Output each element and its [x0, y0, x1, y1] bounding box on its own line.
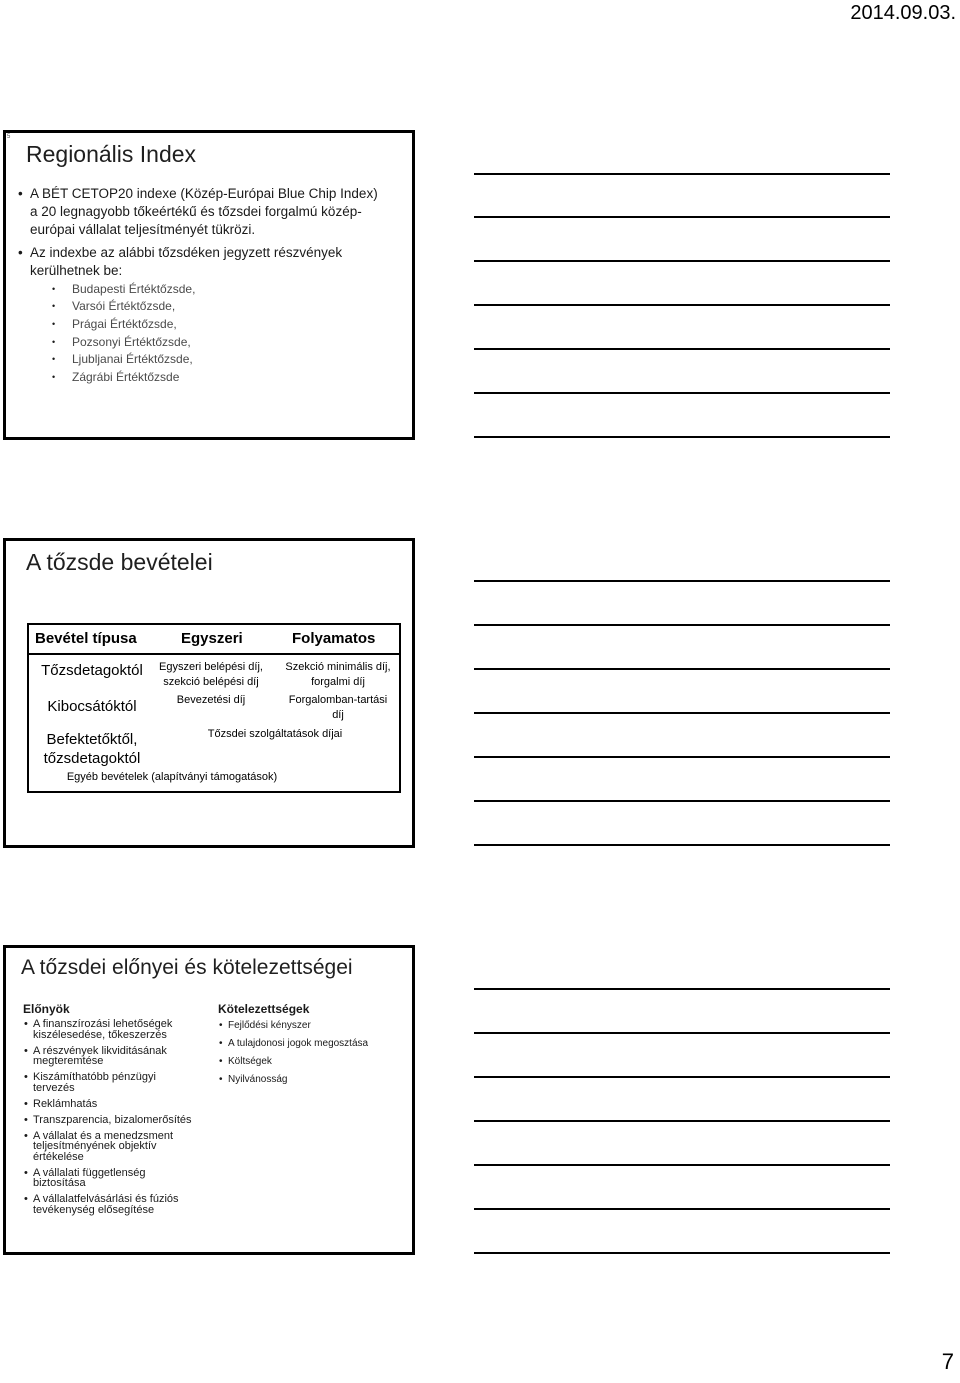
- sub-bullet-item: [52, 298, 176, 315]
- bullet-dot-icon: •: [219, 1038, 223, 1049]
- bullet-dot-icon: •: [52, 319, 56, 329]
- table-cell: [155, 660, 267, 690]
- list-item: [24, 1113, 208, 1126]
- note-line: [474, 304, 890, 306]
- table-cell: [279, 693, 397, 723]
- bullet-dot-icon: •: [18, 245, 23, 260]
- table-header: Folyamatos: [292, 630, 376, 647]
- item-line: A vállalatfelvásárlási és fúziós: [33, 1193, 179, 1205]
- table-cell: [155, 693, 267, 708]
- note-line: [474, 712, 890, 714]
- list-item: [219, 1038, 408, 1050]
- bullet-dot-icon: •: [52, 354, 56, 364]
- exchange-name: Pozsonyi Értéktőzsde,: [72, 335, 191, 349]
- list-item: [24, 1193, 208, 1216]
- note-line: [474, 348, 890, 350]
- bullet-item: [18, 185, 378, 239]
- item-line: tervezés: [33, 1081, 75, 1094]
- bullet-dot-icon: •: [24, 1129, 28, 1142]
- bullet-dot-icon: •: [219, 1074, 223, 1085]
- bullet-dot-icon: •: [24, 1166, 28, 1179]
- slide-title: A tőzsde bevételei: [26, 549, 213, 575]
- bullet-dot-icon: •: [24, 1044, 28, 1057]
- note-line: [474, 844, 890, 846]
- bullet-dot-icon: •: [24, 1113, 28, 1126]
- note-line: [474, 988, 890, 990]
- item-line: A részvények likviditásának: [33, 1044, 167, 1057]
- exchange-name: Budapesti Értéktőzsde,: [72, 282, 196, 296]
- cell-line: forgalmi díj: [311, 676, 365, 688]
- list-item: [24, 1097, 208, 1110]
- cell-line: Bevezetési díj: [176, 694, 246, 706]
- advantages-list: [24, 1018, 208, 1221]
- note-line: [474, 668, 890, 670]
- list-item: [219, 1056, 408, 1068]
- bullet-line: európai vállalat teljesítményét tükrözi.: [30, 222, 256, 237]
- note-line: [474, 1208, 890, 1210]
- sub-bullet-item: [52, 351, 193, 368]
- list-item: [219, 1020, 408, 1032]
- item-line: értékelése: [33, 1150, 84, 1163]
- note-line: [474, 436, 890, 438]
- note-line: [474, 624, 890, 626]
- note-line: [474, 1164, 890, 1166]
- advantages-heading: Előnyök: [23, 1002, 70, 1016]
- bullet-dot-icon: •: [18, 186, 23, 201]
- slide-title: A tőzsdei előnyei és kötelezettségei: [21, 956, 353, 979]
- exchange-name: Prágai Értéktőzsde,: [72, 317, 177, 331]
- list-item: [24, 1018, 208, 1041]
- table-cell: [279, 660, 397, 690]
- table-divider: [29, 653, 399, 655]
- note-line: [474, 1076, 890, 1078]
- note-line: [474, 216, 890, 218]
- row-label-line: tőzsdetagoktól: [43, 750, 141, 767]
- note-line: [474, 260, 890, 262]
- item-line: teljesítményének objektív: [33, 1140, 157, 1152]
- bullet-dot-icon: •: [52, 284, 56, 294]
- item-line: tevékenység elősegítése: [33, 1203, 155, 1216]
- header-date: 2014.09.03.: [850, 2, 956, 24]
- list-item: [24, 1071, 208, 1094]
- exchange-name: Ljubljanai Értéktőzsde,: [72, 352, 193, 366]
- item-line: A vállalati függetlenség: [33, 1166, 146, 1179]
- item-line: Költségek: [228, 1056, 272, 1067]
- item-line: Reklámhatás: [33, 1097, 98, 1110]
- item-line: biztosítása: [33, 1177, 86, 1189]
- exchange-name: Zágrábi Értéktőzsde: [72, 370, 180, 384]
- footer-row-text: Egyéb bevételek (alapítványi támogatások): [66, 771, 278, 783]
- bullet-dot-icon: •: [24, 1097, 28, 1110]
- note-line: [474, 800, 890, 802]
- cell-line: Szekció minimális díj,: [285, 661, 391, 673]
- revenue-table: [27, 623, 401, 793]
- page-number: 7: [941, 1349, 954, 1374]
- row-label: Kibocsátóktól: [47, 698, 137, 715]
- item-line: Kiszámíthatóbb pénzügyi: [33, 1071, 156, 1083]
- bullet-line: A BÉT CETOP20 indexe (Közép-Európai Blue Chip Index): [30, 186, 378, 201]
- note-line: [474, 1252, 890, 1254]
- note-line: [474, 392, 890, 394]
- bullet-dot-icon: •: [52, 372, 56, 382]
- note-line: [474, 1032, 890, 1034]
- bullet-dot-icon: •: [219, 1020, 223, 1031]
- cell-line: Egyszeri belépési díj,: [159, 661, 263, 673]
- item-line: A tulajdonosi jogok megosztása: [228, 1038, 369, 1049]
- item-line: Nyilvánosság: [228, 1074, 288, 1085]
- bullet-dot-icon: •: [24, 1193, 28, 1205]
- note-line: [474, 173, 890, 175]
- item-line: A vállalat és a menedzsment: [33, 1129, 174, 1142]
- table-header: Egyszeri: [181, 630, 243, 647]
- sub-bullet-item: [52, 316, 177, 333]
- row-label: Tőzsdetagoktól: [41, 662, 143, 679]
- item-line: Transzparencia, bizalomerősítés: [33, 1113, 192, 1126]
- list-item: [219, 1074, 408, 1086]
- sub-bullet-item: [52, 369, 180, 386]
- bullet-line: Az indexbe az alábbi tőzsdéken jegyzett részvények: [30, 245, 343, 260]
- table-cell-span: Tőzsdei szolgáltatások díjai: [207, 728, 343, 740]
- slide-title: Regionális Index: [26, 141, 197, 167]
- note-line: [474, 1120, 890, 1122]
- bullet-item: [18, 244, 343, 280]
- bullet-dot-icon: •: [24, 1071, 28, 1083]
- obligations-list: [219, 1020, 408, 1093]
- table-header: Bevétel típusa: [35, 630, 137, 647]
- list-item: [24, 1129, 208, 1163]
- sub-bullet-item: [52, 334, 191, 351]
- bullet-dot-icon: •: [219, 1056, 223, 1067]
- note-line: [474, 756, 890, 758]
- cell-line: szekció belépési díj: [163, 676, 259, 688]
- list-item: [24, 1166, 208, 1189]
- sub-bullet-item: [52, 281, 196, 298]
- bullet-line: a 20 legnagyobb tőkeértékű és tőzsdei forgalmú közép-: [30, 204, 362, 219]
- row-label: [35, 730, 149, 768]
- note-line: [474, 580, 890, 582]
- item-line: kiszélesedése, tőkeszerzés: [33, 1028, 167, 1041]
- bullet-dot-icon: •: [52, 337, 56, 347]
- slide-corner-mark: 5: [7, 134, 11, 140]
- item-line: megteremtése: [33, 1055, 104, 1067]
- bullet-dot-icon: •: [52, 301, 56, 311]
- list-item: [24, 1044, 208, 1067]
- slide-regional-index: [3, 130, 415, 440]
- cell-line: díj: [332, 709, 344, 721]
- item-line: Fejlődési kényszer: [228, 1020, 311, 1031]
- cell-line: Forgalomban-tartási: [288, 694, 388, 706]
- slide-advantages-obligations: [3, 945, 415, 1255]
- table-footer-row: [29, 770, 399, 785]
- bullet-line: kerülhetnek be:: [30, 263, 123, 278]
- row-label-line: Befektetőktől,: [46, 731, 138, 748]
- bullet-dot-icon: •: [24, 1018, 28, 1030]
- item-line: A finanszírozási lehetőségek: [33, 1018, 173, 1030]
- obligations-heading: Kötelezettségek: [218, 1002, 310, 1016]
- slide-exchange-revenues: [3, 538, 415, 848]
- exchange-name: Varsói Értéktőzsde,: [72, 299, 176, 313]
